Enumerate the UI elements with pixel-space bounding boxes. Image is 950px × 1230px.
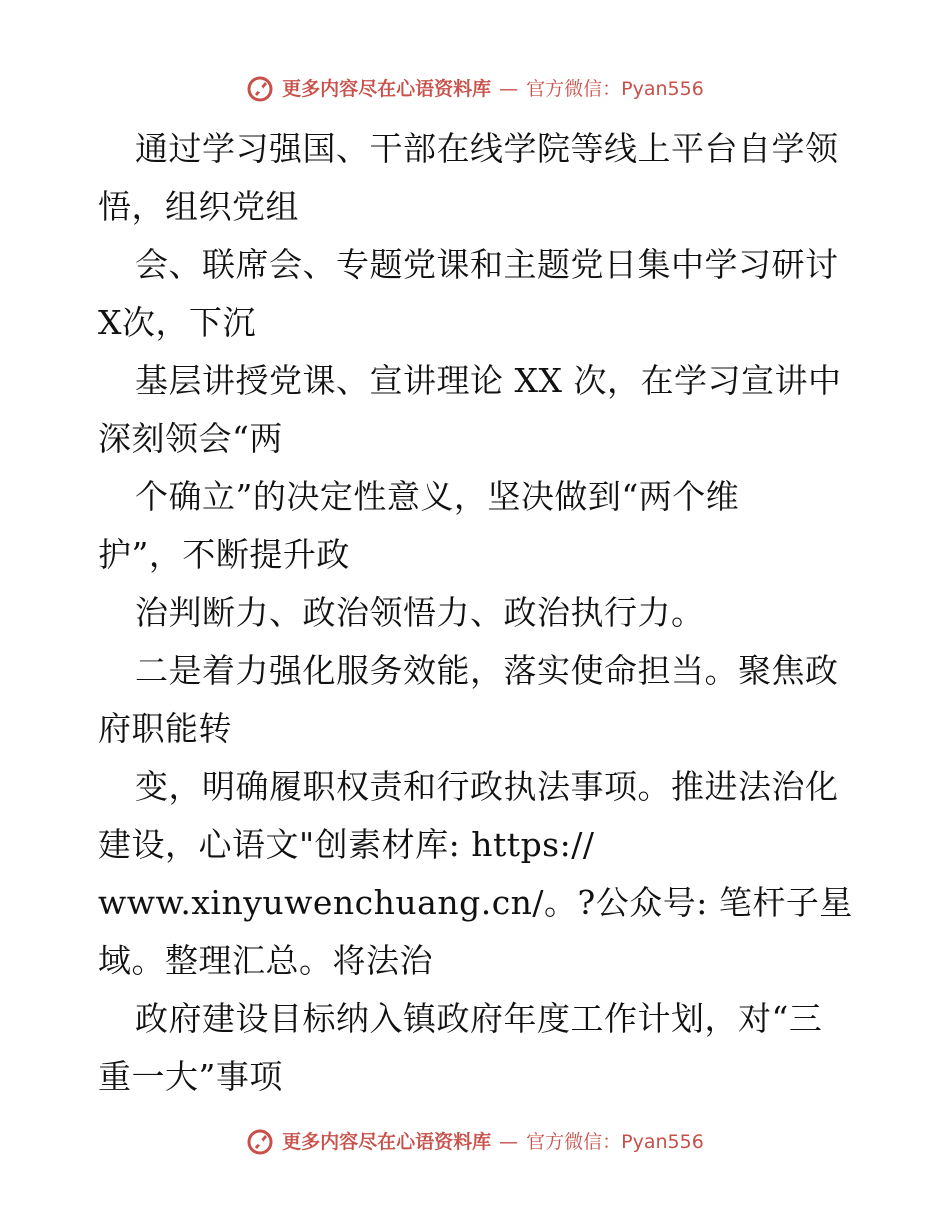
text-line: 会、联席会、专题党课和主题党日集中学习研讨 (135, 245, 839, 284)
watermark-separator: — (499, 78, 519, 100)
watermark-separator: — (499, 1131, 519, 1153)
text-line: 二是着力强化服务效能，落实使命担当。聚焦政 (135, 651, 839, 690)
watermark-brand: 更多内容尽在心语资料库 (282, 78, 492, 100)
pen-circle-icon (246, 75, 274, 103)
text-line: 府职能转 (98, 709, 232, 748)
text-line: 建设，心语文"创素材库: https:// (98, 825, 595, 864)
text-line: www.xinyuwenchuang.cn/。?公众号: 笔杆子星 (98, 883, 853, 922)
text-line: 重一大”事项 (98, 1057, 283, 1096)
pen-circle-icon (246, 1128, 274, 1156)
watermark-contact: 官方微信：Pyan556 (526, 78, 704, 100)
text-line: 护”，不断提升政 (98, 535, 350, 574)
footer-watermark (0, 1128, 950, 1156)
text-line: 域。整理汇总。将法治 (98, 941, 433, 980)
text-line: 基层讲授党课、宣讲理论 XX 次，在学习宣讲中 (135, 361, 842, 400)
header-watermark (0, 75, 950, 103)
text-line: X次，下沉 (98, 303, 256, 342)
text-line: 通过学习强国、干部在线学院等线上平台自学领 (135, 129, 839, 168)
watermark-brand: 更多内容尽在心语资料库 (282, 1131, 492, 1153)
document-body (98, 120, 858, 1106)
watermark-contact: 官方微信：Pyan556 (526, 1131, 704, 1153)
text-line: 治判断力、政治领悟力、政治执行力。 (135, 593, 705, 632)
text-line: 政府建设目标纳入镇政府年度工作计划，对“三 (135, 999, 823, 1038)
text-line: 悟，组织党组 (98, 187, 299, 226)
text-line: 个确立”的决定性意义，坚决做到“两个维 (135, 477, 740, 516)
text-line: 深刻领会“两 (98, 419, 283, 458)
text-line: 变，明确履职权责和行政执法事项。推进法治化 (135, 767, 839, 806)
